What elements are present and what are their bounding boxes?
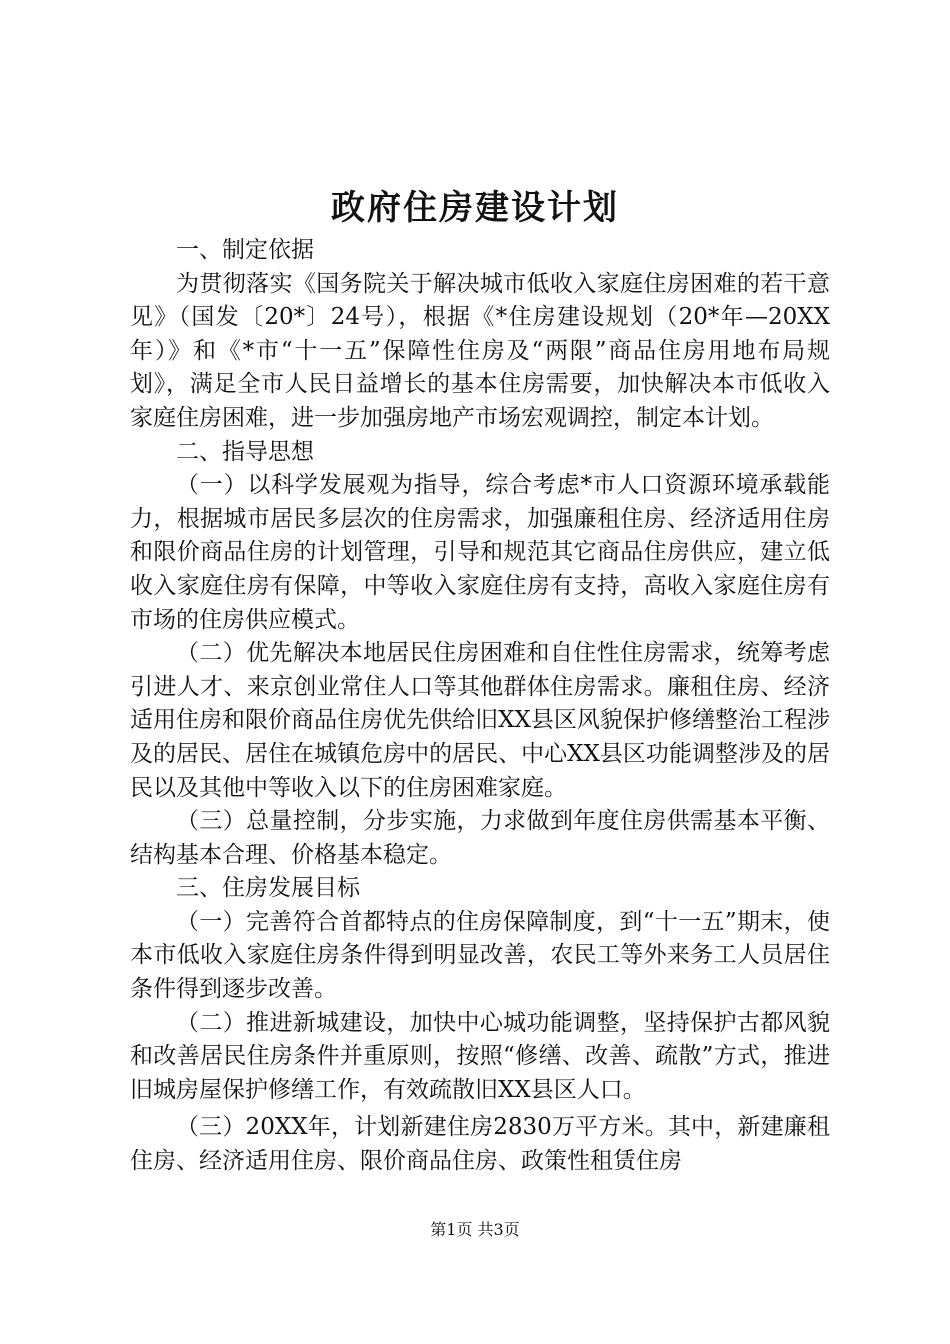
- paragraph: （二）优先解决本地居民住房困难和自住性住房需求，统筹考虑引进人才、来京创业常住人口等其他群体住房需求。廉租住房、经济适用住房和限价商品住房优先供给旧XX县区风貌保护修缮整治工程涉及的居民、居住在城镇危房中的居民、中心XX县区功能调整涉及的居民以及其他中等收入以下的住房困难家庭。: [130, 640, 830, 801]
- paragraph: （三）总量控制，分步实施，力求做到年度住房供需基本平衡、结构基本合理、价格基本稳定。: [130, 808, 830, 868]
- document-title: 政府住房建设计划: [331, 188, 619, 228]
- paragraph: （一）完善符合首都特点的住房保障制度，到“十一五”期末，使本市低收入家庭住房条件得到明显改善，农民工等外来务工人员居住条件得到逐步改善。: [130, 908, 830, 1003]
- section-heading: 三、住房发展目标: [176, 875, 360, 902]
- section-heading: 一、制定依据: [176, 237, 314, 263]
- paragraph: 为贯彻落实《国务院关于解决城市低收入家庭住房困难的若干意见》（国发〔20*〕24号），根据《*住房建设规划（20*年—20XX年）》和《*市“十一五”保障性住房及“两限”商品住房用地布局规划》，满足全市人民日益增长的基本住房需要，加快解决本市低收入家庭住房困难，进一步加强房地产市场宏观调控，制定本计划。: [130, 270, 830, 431]
- document-body: [130, 234, 830, 1179]
- section-heading: 二、指导思想: [176, 438, 314, 465]
- paragraph: （一）以科学发展观为指导，综合考虑*市人口资源环境承载能力，根据城市居民多层次的住房需求，加强廉租住房、经济适用住房和限价商品住房的计划管理，引导和规范其它商品住房供应，建立低收入家庭住房有保障，中等收入家庭住房有支持，高收入家庭住房有市场的住房供应模式。: [130, 472, 830, 633]
- page-number: 第1页 共3页: [430, 1220, 520, 1239]
- paragraph: （二）推进新城建设，加快中心城功能调整，坚持保护古都风貌和改善居民住房条件并重原则，按照“修缮、改善、疏散”方式，推进旧城房屋保护修缮工作，有效疏散旧XX县区人口。: [130, 1009, 830, 1103]
- paragraph: （三）20XX年，计划新建住房2830万平方米。其中，新建廉租住房、经济适用住房、限价商品住房、政策性租赁住房: [130, 1114, 830, 1175]
